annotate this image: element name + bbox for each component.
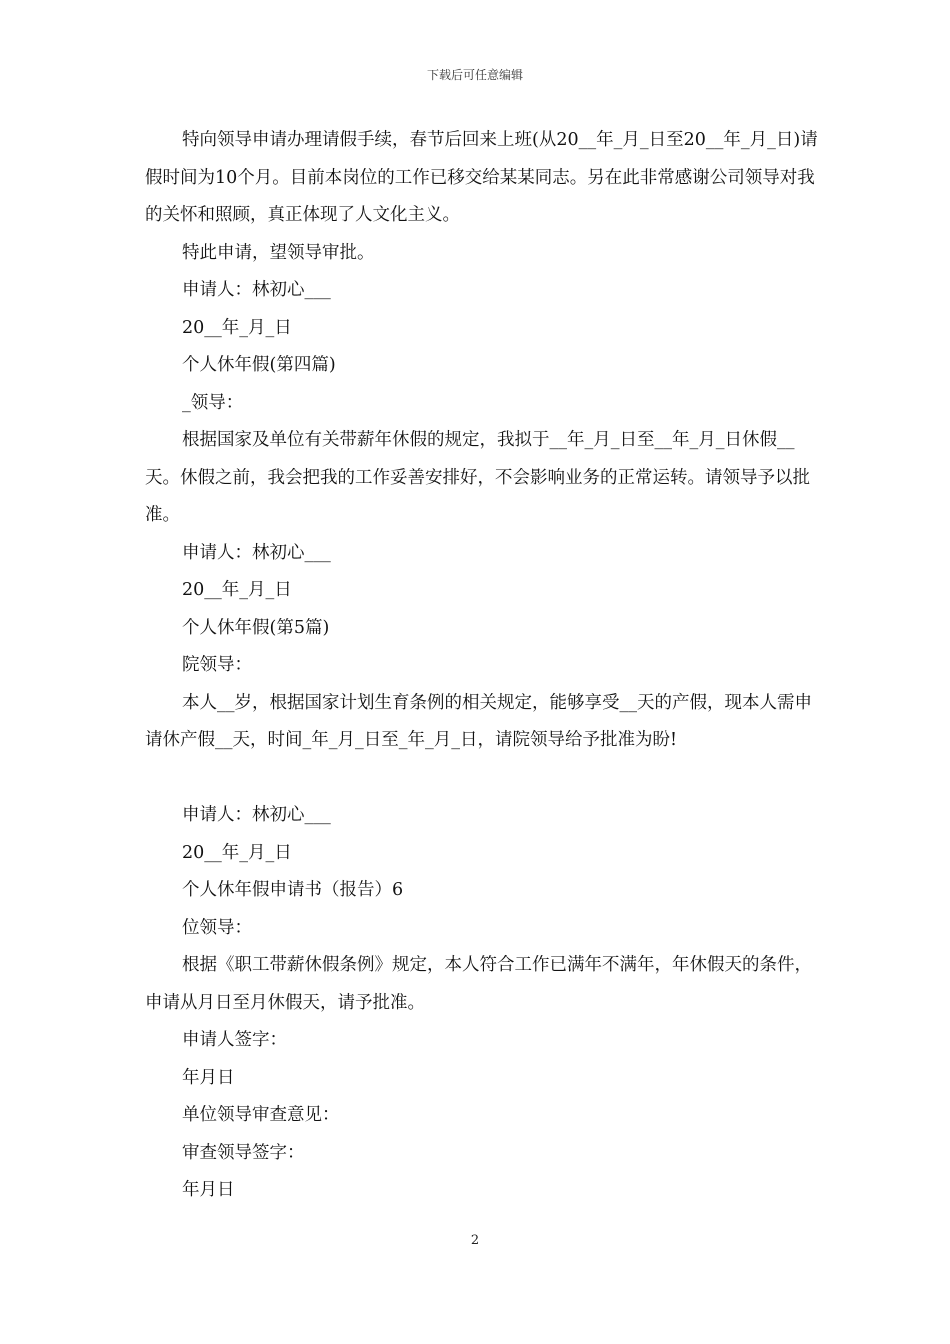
document-body [145, 122, 825, 1210]
salutation: _领导： [182, 392, 244, 413]
date-line: 20__年_月_日 [182, 580, 292, 600]
paragraph: 特此申请，望领导审批。 [182, 242, 375, 263]
blank-line [145, 760, 825, 798]
reviewer-signature-line: 审查领导签字： [182, 1142, 305, 1163]
review-opinion-line: 单位领导审查意见： [182, 1105, 340, 1125]
salutation: 位领导： [182, 917, 252, 938]
date-line: 20__年_月_日 [182, 317, 292, 338]
salutation: 院领导： [182, 655, 252, 675]
signature-line: 申请人签字： [182, 1030, 287, 1050]
paragraph: 根据《职工带薪休假条例》规定，本人符合工作已满年不满年，年休假天的条件，申请从月日至月休假天，请予批准。 [145, 955, 812, 1013]
section-title: 个人休年假申请书（报告）6 [182, 880, 404, 900]
page-header: 下载后可任意编辑 [426, 68, 523, 82]
applicant-line: 申请人：林初心___ [182, 542, 331, 563]
paragraph: 特向领导申请办理请假手续，春节后回来上班(从20__年_月_日至20__年_月_日)请假时间为10个月。目前本岗位的工作已移交给某某同志。另在此非常感谢公司领导对我的关怀和照顾，真正体现了人文化主义。 [145, 130, 818, 225]
date-line: 年月日 [182, 1067, 235, 1088]
date-line: 20__年_月_日 [182, 842, 292, 863]
applicant-line: 申请人：林初心___ [182, 805, 331, 825]
paragraph: 本人__岁，根据国家计划生育条例的相关规定，能够享受__天的产假，现本人需申请休产假__天，时间_年_月_日至_年_月_日，请院领导给予批准为盼! [145, 692, 812, 750]
paragraph: 根据国家及单位有关带薪年休假的规定，我拟于__年_月_日至__年_月_日休假__天。休假之前，我会把我的工作妥善安排好，不会影响业务的正常运转。请领导予以批准。 [145, 430, 810, 525]
date-line: 年月日 [182, 1180, 235, 1200]
section-title: 个人休年假(第5篇) [182, 617, 330, 638]
section-title: 个人休年假(第四篇) [182, 355, 336, 375]
applicant-line: 申请人：林初心___ [182, 280, 331, 300]
page-number: 2 [470, 1233, 480, 1248]
